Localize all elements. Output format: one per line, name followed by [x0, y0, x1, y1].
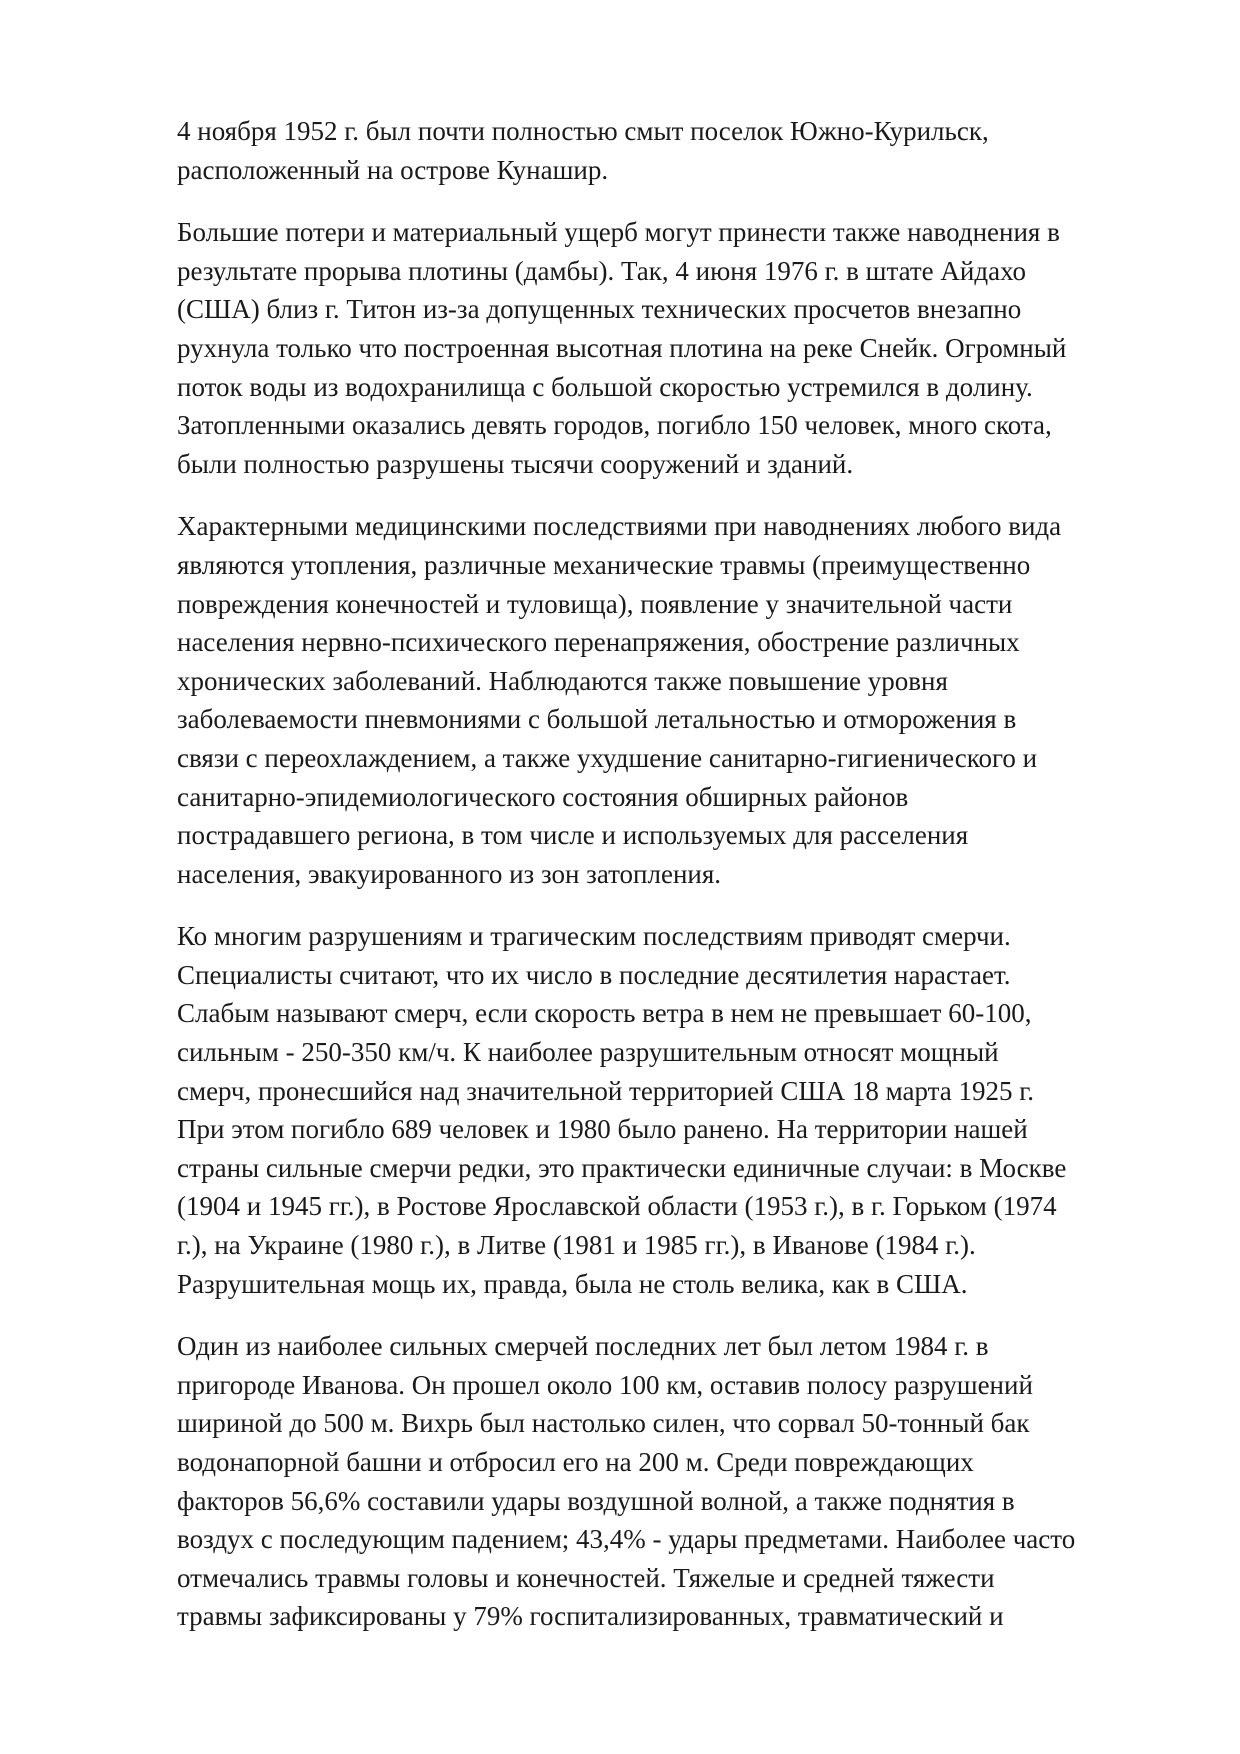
text-line: пригороде Иванова. Он прошел около 100 км, оставив полосу разрушений: [177, 1369, 1033, 1400]
text-line: (США) близ г. Титон из-за допущенных технических просчетов внезапно: [177, 294, 1022, 325]
text-line: Один из наиболее сильных смерчей последних лет был летом 1984 г. в: [177, 1331, 989, 1362]
text-line: Характерными медицинскими последствиями при наводнениях любого вида: [177, 511, 1062, 542]
text-line: страны сильные смерчи редки, это практически единичные случаи: в Москве: [177, 1152, 1067, 1183]
text-line: населения, эвакуированного из зон затопления.: [177, 858, 722, 889]
text-line: Ко многим разрушениям и трагическим последствиям приводят смерчи.: [177, 921, 1011, 952]
text-line: связи с переохлаждением, а также ухудшение санитарно-гигиенического и: [177, 742, 1038, 773]
text-line: населения нервно-психического перенапряжения, обострение различных: [177, 627, 1020, 658]
paragraph-1: [177, 112, 1157, 189]
text-line: поток воды из водохранилища с большой скоростью устремился в долину.: [177, 371, 1033, 402]
text-line: Слабым называют смерч, если скорость ветра в нем не превышает 60-100,: [177, 998, 1032, 1029]
document-body: [177, 112, 1157, 1660]
paragraph-5: [177, 1327, 1157, 1636]
text-line: При этом погибло 689 человек и 1980 было ранено. На территории нашей: [177, 1114, 1028, 1145]
text-line: Разрушительная мощь их, правда, была не столь велика, как в США.: [177, 1268, 968, 1299]
text-line: заболеваемости пневмониями с большой летальностью и отморожения в: [177, 704, 1017, 735]
text-line: рухнула только что построенная высотная плотина на реке Снейк. Огромный: [177, 332, 1067, 363]
text-line: г.), на Украине (1980 г.), в Литве (1981 и 1985 гг.), в Иванове (1984 г.).: [177, 1230, 976, 1261]
text-line: 4 ноября 1952 г. был почти полностью смыт поселок Южно-Курильск,: [177, 116, 989, 146]
paragraph-2: [177, 213, 1157, 483]
paragraph-3: [177, 507, 1157, 893]
text-line: отмечались травмы головы и конечностей. Тяжелые и средней тяжести: [177, 1562, 995, 1593]
text-line: Специалисты считают, что их число в последние десятилетия нарастает.: [177, 959, 1011, 990]
text-line: смерч, пронесшийся над значительной территорией США 18 марта 1925 г.: [177, 1075, 1034, 1106]
text-line: факторов 56,6% составили удары воздушной волной, а также поднятия в: [177, 1485, 1015, 1516]
text-line: расположенный на острове Кунашир.: [177, 154, 609, 185]
text-line: шириной до 500 м. Вихрь был настолько силен, что сорвал 50-тонный бак: [177, 1408, 1030, 1439]
text-line: воздух с последующим падением; 43,4% - удары предметами. Наиболее часто: [177, 1524, 1076, 1555]
text-line: Большие потери и материальный ущерб могут принести также наводнения в: [177, 217, 1060, 248]
text-line: сильным - 250-350 км/ч. К наиболее разрушительным относят мощный: [177, 1037, 999, 1068]
text-line: (1904 и 1945 гг.), в Ростове Ярославской области (1953 г.), в г. Горьком (1974: [177, 1191, 1057, 1222]
text-line: Затопленными оказались девять городов, погибло 150 человек, много скота,: [177, 410, 1052, 441]
text-line: пострадавшего региона, в том числе и используемых для расселения: [177, 820, 969, 851]
text-line: были полностью разрушены тысячи сооружений и зданий.: [177, 448, 854, 479]
text-line: санитарно-эпидемиологического состояния обширных районов: [177, 781, 909, 812]
text-line: хронических заболеваний. Наблюдаются также повышение уровня: [177, 665, 948, 696]
text-line: являются утопления, различные механические травмы (преимущественно: [177, 549, 1031, 580]
paragraph-4: [177, 917, 1157, 1303]
text-line: водонапорной башни и отбросил его на 200 м. Среди повреждающих: [177, 1447, 974, 1477]
text-line: повреждения конечностей и туловища), появление у значительной части: [177, 588, 1013, 619]
text-line: травмы зафиксированы у 79% госпитализированных, травматический и: [177, 1601, 1004, 1632]
text-line: результате прорыва плотины (дамбы). Так, 4 июня 1976 г. в штате Айдахо: [177, 255, 1027, 286]
